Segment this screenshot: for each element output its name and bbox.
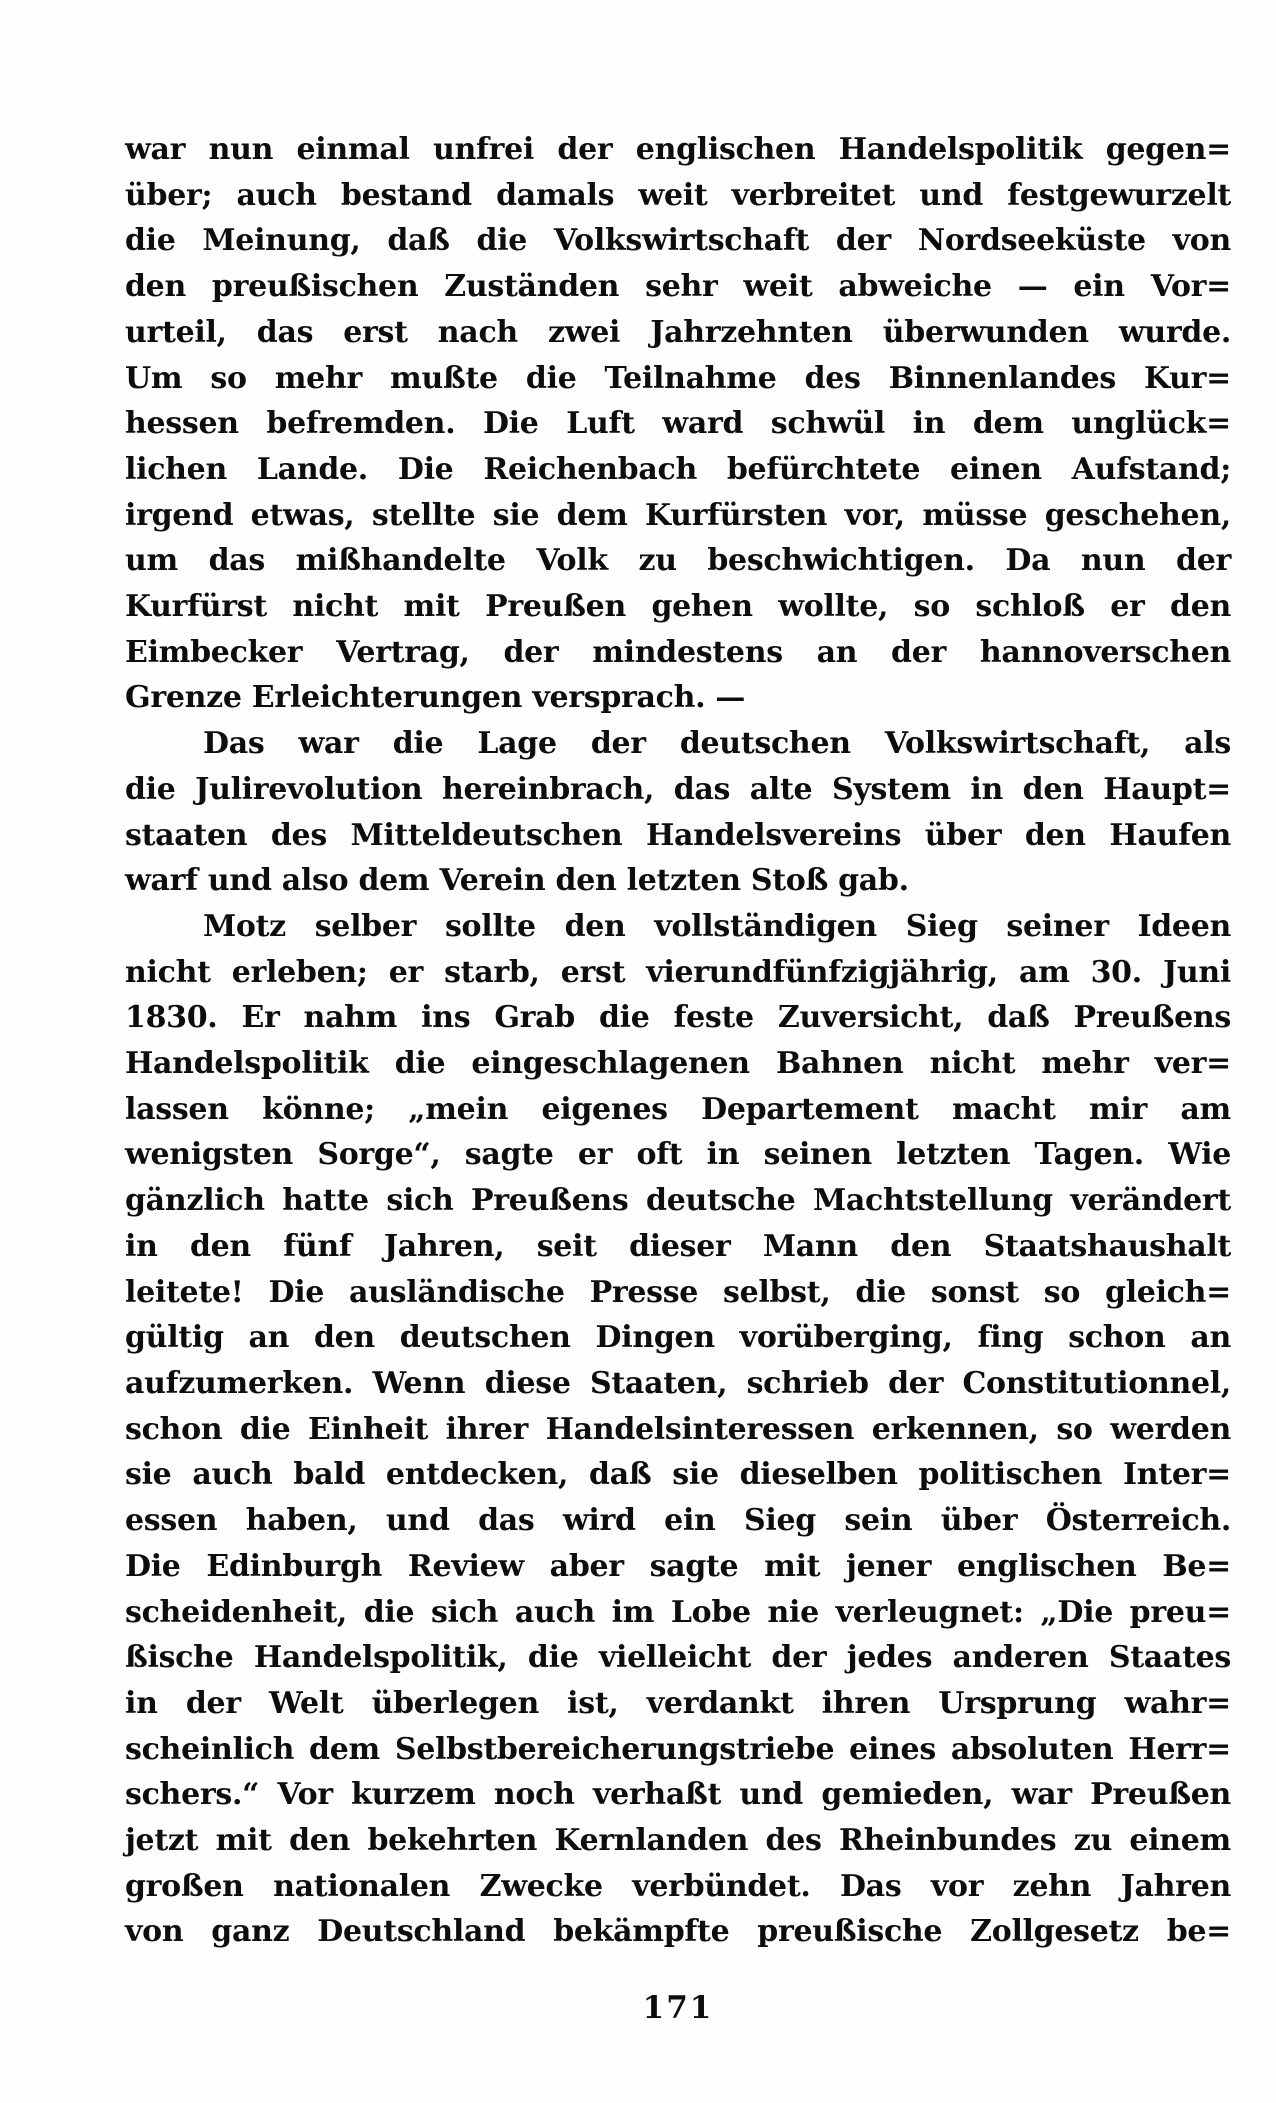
text-line: großen nationalen Zwecke verbündet. Das vor zehn Jahren: [125, 1868, 1231, 1904]
text-line: Handelspolitik die eingeschlagenen Bahnen nicht mehr ver=: [125, 1046, 1231, 1082]
text-line: die Meinung, daß die Volkswirtschaft der Nordseeküste von: [125, 223, 1231, 259]
text-line: Eimbecker Vertrag, der mindestens an der hannoverschen: [125, 634, 1231, 670]
text-line: in den fünf Jahren, seit dieser Mann den Staatshaushalt: [125, 1228, 1231, 1264]
text-line: gültig an den deutschen Dingen vorüberging, fing schon an: [125, 1320, 1231, 1356]
text-line: über; auch bestand damals weit verbreitet und festgewurzelt: [125, 177, 1231, 213]
text-line: Motz selber sollte den vollständigen Sieg seiner Ideen: [203, 908, 1231, 944]
text-line: die Julirevolution hereinbrach, das alte System in den Haupt=: [125, 771, 1231, 807]
text-line: Kurfürst nicht mit Preußen gehen wollte, so schloß er den: [125, 589, 1231, 625]
text-line: scheidenheit, die sich auch im Lobe nie verleugnet: „Die preu=: [125, 1594, 1231, 1630]
text-line: schers.“ Vor kurzem noch verhaßt und gemieden, war Preußen: [125, 1777, 1231, 1813]
text-line: lichen Lande. Die Reichenbach befürchtete einen Aufstand;: [125, 451, 1231, 487]
text-line: warf und also dem Verein den letzten Stoß gab.: [125, 863, 909, 899]
text-line: ßische Handelspolitik, die vielleicht der jedes anderen Staates: [125, 1640, 1231, 1676]
text-line: aufzumerken. Wenn diese Staaten, schrieb der Constitutionnel,: [125, 1365, 1231, 1401]
text-line: hessen befremden. Die Luft ward schwül in dem unglück=: [125, 406, 1231, 442]
text-line: scheinlich dem Selbstbereicherungstriebe eines absoluten Herr=: [125, 1731, 1231, 1767]
text-line: war nun einmal unfrei der englischen Handelspolitik gegen=: [125, 132, 1231, 167]
text-line: lassen könne; „mein eigenes Departement macht mir am: [125, 1091, 1231, 1127]
text-line: staaten des Mitteldeutschen Handelsvereins über den Haufen: [125, 817, 1231, 853]
text-line: sie auch bald entdecken, daß sie dieselben politischen Inter=: [125, 1457, 1231, 1493]
text-line: um das mißhandelte Volk zu beschwichtigen. Da nun der: [125, 543, 1231, 579]
text-line: leitete! Die ausländische Presse selbst, die sonst so gleich=: [125, 1274, 1231, 1310]
page-number: 171: [642, 1990, 714, 2026]
text-line: Grenze Erleichterungen versprach. —: [125, 680, 746, 716]
text-line: gänzlich hatte sich Preußens deutsche Machtstellung verändert: [125, 1183, 1231, 1219]
text-line: essen haben, und das wird ein Sieg sein über Österreich.: [125, 1503, 1231, 1539]
text-line: urteil, das erst nach zwei Jahrzehnten überwunden wurde.: [125, 314, 1231, 350]
text-line: jetzt mit den bekehrten Kernlanden des Rheinbundes zu einem: [125, 1823, 1231, 1859]
text-line: von ganz Deutschland bekämpfte preußische Zollgesetz be=: [125, 1914, 1231, 1950]
text-line: nicht erleben; er starb, erst vierundfünfzigjährig, am 30. Juni: [125, 954, 1231, 990]
text-line: Das war die Lage der deutschen Volkswirtschaft, als: [203, 726, 1231, 762]
text-line: den preußischen Zuständen sehr weit abweiche — ein Vor=: [125, 269, 1231, 305]
text-line: Um so mehr mußte die Teilnahme des Binnenlandes Kur=: [125, 360, 1231, 396]
text-line: schon die Einheit ihrer Handelsinteressen erkennen, so werden: [125, 1411, 1231, 1447]
text-line: 1830. Er nahm ins Grab die feste Zuversicht, daß Preußens: [125, 1000, 1231, 1036]
text-line: Die Edinburgh Review aber sagte mit jener englischen Be=: [125, 1548, 1231, 1584]
text-line: wenigsten Sorge“, sagte er oft in seinen letzten Tagen. Wie: [125, 1137, 1231, 1173]
text-block: [125, 127, 1231, 1955]
text-line: in der Welt überlegen ist, verdankt ihren Ursprung wahr=: [125, 1685, 1231, 1721]
text-line: irgend etwas, stellte sie dem Kurfürsten vor, müsse geschehen,: [125, 497, 1231, 533]
